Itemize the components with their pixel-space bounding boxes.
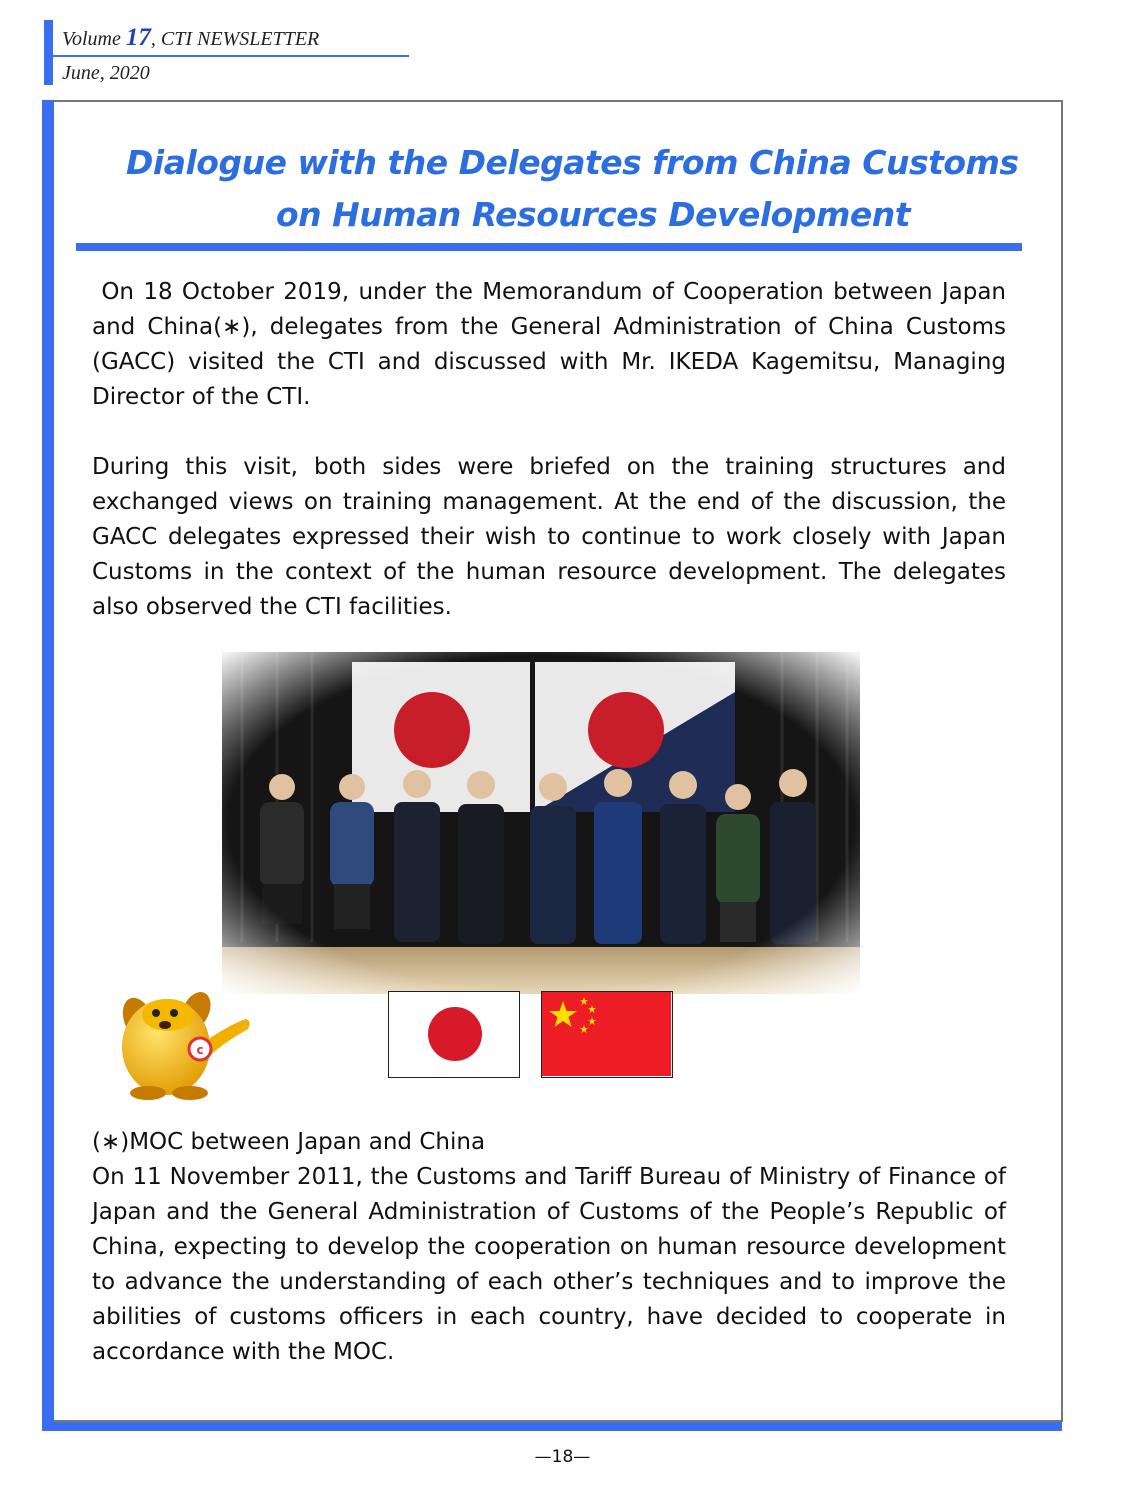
page-number: —18— — [534, 1447, 591, 1467]
article-title — [80, 137, 1020, 241]
frame-bottom-bar — [42, 1422, 1062, 1431]
header-accent-bar — [44, 20, 53, 85]
footnote-body: On 11 November 2011, the Customs and Tariff Bureau of Ministry of Finance of Japan and the General Administration of Customs of the People’s Republic of China, expecting to develop the cooperation on human resource development to advance the understanding of each other’s techniques and to improve the abilities of customs officers in each country, have decided to cooperate in accordance with the MOC. — [92, 1164, 1006, 1365]
volume-label: Volume — [62, 28, 121, 50]
paragraph-intro-text: On 18 October 2019, under the Memorandum of Cooperation between Japan and China(∗), delegates from the General Administration of China Customs (GACC) visited the CTI and discussed with Mr. IKEDA Kagemitsu, Managing Director of the CTI. — [92, 279, 1006, 410]
volume-line — [62, 24, 319, 52]
frame-left-bar — [42, 100, 54, 1430]
title-line-2: on Human Resources Development — [276, 195, 911, 234]
issue-date: June, 2020 — [62, 62, 150, 84]
footnote — [92, 1125, 1006, 1370]
paragraph-visit: During this visit, both sides were briefed on the training structures and exchanged views on training management. At the end of the discussion, the GACC delegates expressed their wish to continue to work closely with Japan Customs in the context of the human resource development. The delegates also observed the CTI facilities. — [92, 454, 1006, 620]
header-rule — [53, 55, 409, 57]
volume-number: 17 — [125, 24, 151, 51]
svg-text:c: c — [196, 1043, 204, 1057]
group-photo — [222, 652, 860, 994]
title-underline — [76, 243, 1022, 251]
newsletter-name: , CTI NEWSLETTER — [150, 28, 320, 50]
title-line-1: Dialogue with the Delegates from China Customs — [126, 143, 1019, 182]
china-flag — [541, 991, 673, 1078]
footnote-heading: (∗)MOC between Japan and China — [92, 1129, 486, 1155]
paragraph-intro — [92, 275, 1006, 415]
japan-flag — [388, 991, 520, 1078]
mascot-illustration — [108, 985, 254, 1100]
